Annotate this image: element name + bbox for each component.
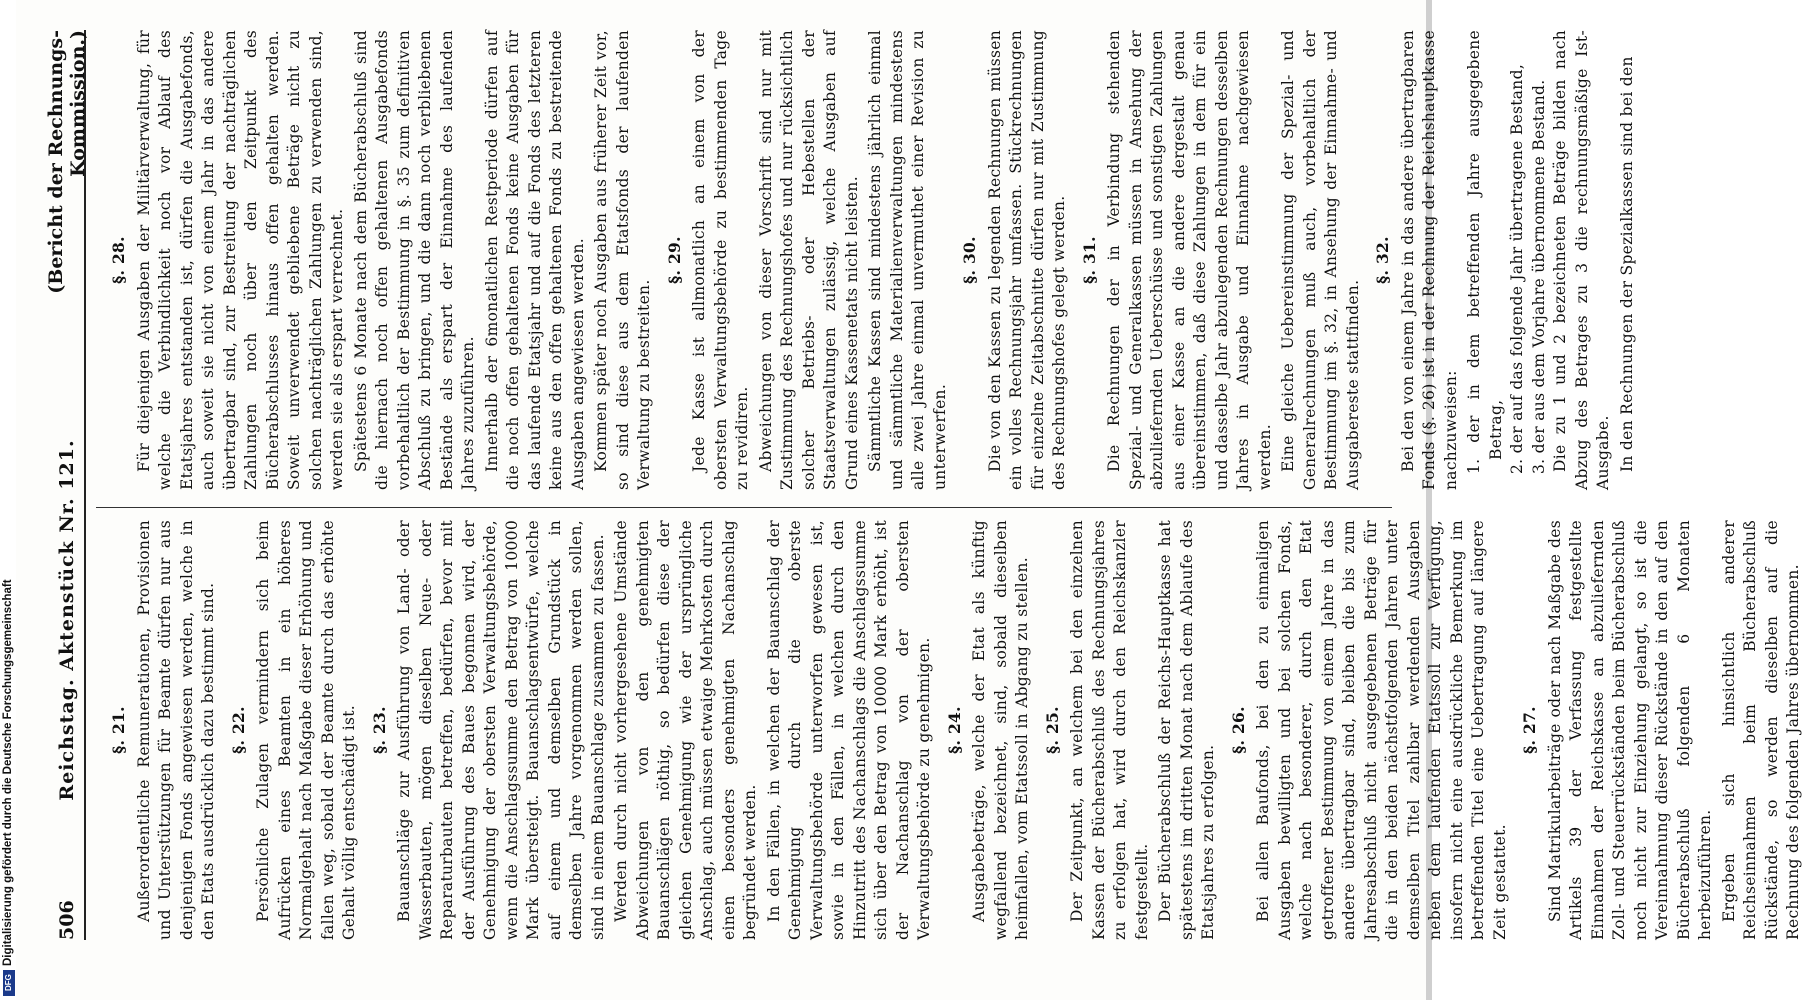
paragraph: Innerhalb der 6monatlichen Restperiode dürfen auf die noch offen gehaltenen Fonds keine Ausgaben für das laufende Etatsjahr und auf die Fonds des letzteren keine aus den offen gehaltenen Fonds zu bestreitende Ausgaben angewiesen werden. — [482, 30, 587, 490]
paragraph: Spätestens 6 Monate nach dem Bücherabschluß sind die hiernach noch offen gehaltenen Ausgabefonds vorbehaltlich der Bestimmung in §. 35 zum definitiven Abschluß zu bringen, und die dann noch verbliebenen Bestände als erspart der Einnahme des laufenden Jahres zuzuführen. — [351, 30, 477, 490]
paragraph: Die zu 1 und 2 bezeichneten Beträge bilden nach Abzug des Betrages zu 3 die rechnungsmäßige Ist-Ausgabe. — [1551, 30, 1612, 490]
paragraph: Abweichungen von dieser Vorschrift sind nur mit Zustimmung des Rechnungshofes und nur rücksichtlich solcher Betriebs- oder Hebestellen der Staatsverwaltungen zulässig, welche Ausgaben auf Grund eines Kassenetats nicht leisten. — [756, 30, 861, 490]
running-header — [45, 30, 89, 940]
paragraph: Der Zeitpunkt, an welchem bei den einzelnen Kassen der Bücherabschluß des Rechnungsjahres zu erfolgen hat, wird durch den Reichskanzler festgestellt. — [1068, 520, 1151, 940]
section-heading: §. 28. — [109, 236, 128, 284]
paragraph: Die von den Kassen zu legenden Rechnungen müssen ein volles Rechnungsjahr umfassen. Stückrechnungen für einzelne Zeitabschnitte dürfen nur mit Zustimmung des Rechnungshofes gelegt werden. — [985, 30, 1068, 490]
paragraph: Ergeben sich hinsichtlich anderer Reichseinnahmen beim Bücherabschluß Rückstände, so werden dieselben auf die Rechnung des folgenden Jahres übernommen. — [1719, 520, 1802, 940]
list-item: 2. der auf das folgende Jahr übertragene Bestand, — [1508, 63, 1526, 474]
paragraph: In den Fällen, in welchen der Bauanschlag der Genehmigung durch die oberste Verwaltungsbehörde unterworfen gewesen ist, sowie in den Fällen, in welchen durch den Hinzutritt des Nachanschlags die Anschlagssumme sich über den Betrag von 10000 Mark erhöht, ist der Nachanschlag von der obersten Verwaltungsbehörde zu genehmigen. — [764, 520, 933, 940]
left-column — [100, 520, 1802, 940]
section-heading: §. 30. — [960, 236, 979, 284]
section-heading: §. 24. — [944, 706, 964, 754]
paragraph: Kommen später noch Ausgaben aus früherer Zeit vor, so sind diese aus dem Etatsfonds der laufenden Verwaltung zu bestreiten. — [592, 30, 653, 490]
section-heading: §. 29. — [664, 236, 684, 284]
section-heading: §. 22. — [228, 706, 248, 754]
paragraph: Bauanschläge zur Ausführung von Land- oder Wasserbauten, mögen dieselben Neue- oder Reparaturbauten betreffen, bedürfen, bevor mit der Ausführung des Baues begonnen wird, der Genehmigung der obersten Verwaltungsbehörde, wenn die Anschlagssumme den Betrag von 10000 Mark übersteigt. Bauanschlagsentwürfe, welche auf einem und demselben Grundstück in demselben Jahre vorgenommen werden sollen, sind in einem Bauanschlage zusammen zu fassen. — [395, 520, 607, 940]
section-heading: §. 26. — [1228, 706, 1248, 754]
paragraph: Eine gleiche Uebereinstimmung der Spezial- und Generalrechnungen muß auch, vorbehaltlich der Bestimmung im §. 32, in Ansehung der Einnahme- und Ausgabereste stattfinden. — [1279, 30, 1362, 490]
paragraph: Werden durch nicht vorhergesehene Umstände Abweichungen von den genehmigten Bauanschlägen nöthig, so bedürfen diese der gleichen Genehmigung wie der ursprüngliche Anschlag, auch müssen etwaige Mehrkosten durch einen besonders genehmigten Nachanschlag begründet werden. — [612, 520, 759, 940]
paragraph: Der Bücherabschluß der Reichs-Hauptkasse hat spätestens im dritten Monat nach dem Ablaufe des Etatsjahres zu erfolgen. — [1156, 520, 1217, 940]
paragraph: Sind Matrikularbeiträge oder nach Maßgabe des Artikels 39 der Verfassung festgestellte Einnahmen der Reichskasse an abzuliefernden Zoll- und Steuerrückständen beim Bücherabschluß noch nicht zur Einziehung gelangt, so ist die Vereinnahmung dieser Rückstände in den auf den Bücherabschluß folgenden 6 Monaten herbeizuführen. — [1545, 520, 1714, 940]
section-heading: §. 27. — [1520, 706, 1539, 754]
right-column — [100, 30, 1636, 490]
paragraph: Die Rechnungen der in Verbindung stehenden Spezial- und Generalkassen müssen in Ansehung der abzuliefernden Ueberschüsse und sonstigen Zahlungen aus einer Kasse an die andere dergestalt genau übereinstimmen, daß diese Zahlungen in dem für ein und dasselbe Jahr abzulegenden Rechnungen desselben Jahres in Ausgabe und Einnahme nachgewiesen werden. — [1105, 30, 1274, 490]
paragraph: Bei allen Baufonds, bei den zu einmaligen Ausgaben bewilligten und bei solchen Fonds, welche nach besonderer, durch den Etat getroffener Bestimmung von einem Jahre in das andere übertragbar sind, bleiben die bis zum Jahresabschluß nicht ausgegebenen Beträge für die in den beiden nächstfolgenden Jahren unter demselben Titel zahlbar werdenden Ausgaben neben dem laufenden Etatssoll zur Verfügung, insofern nicht eine ausdrückliche Bemerkung im betreffenden Titel eine Uebertragung auf längere Zeit gestattet. — [1254, 520, 1509, 940]
paragraph: Ausgabebeträge, welche der Etat als künftig wegfallend bezeichnet, sind, sobald dieselben heimfallen, vom Etatssoll in Abgang zu stellen. — [970, 520, 1031, 940]
column-divider — [96, 507, 1392, 508]
page-number: 506 — [56, 900, 78, 940]
section-heading: §. 31. — [1079, 236, 1099, 284]
list-item: 3. der aus dem Vorjahre übernommene Bestand. — [1529, 79, 1548, 474]
paragraph: Persönliche Zulagen vermindern sich beim Aufrücken eines Beamten in ein höheres Normalgehalt nach Maßgabe dieser Erhöhung und fallen weg, sobald der Beamte durch das erhöhte Gehalt völlig entschädigt ist. — [254, 520, 358, 940]
paragraph: Sämmtliche Kassen sind mindestens jährlich einmal und sämmtliche Materialienverwaltungen mindestens alle zwei Jahre einmal unvermuthet einer Revision zu unterwerfen. — [866, 30, 949, 490]
dfg-logo: DFG — [3, 970, 15, 996]
list-item: 1. der in dem betreffenden Jahre ausgegebene Betrag, — [1465, 30, 1505, 474]
section-heading: §. 32. — [1373, 236, 1392, 284]
digitization-credit: Digitalisierung gefördert durch die Deutsche Forschungsgemeinschaft — [2, 579, 14, 966]
section-heading: §. 25. — [1042, 706, 1062, 754]
header-title: Reichstag. Aktenstück Nr. 121. — [56, 439, 78, 801]
header-subtitle: (Bericht der Rechnungs-Kommission.) — [45, 30, 89, 294]
paragraph: Für diejenigen Ausgaben der Militärverwaltung, für welche die Verbindlichkeit noch vor Ablauf des Etatsjahres entstanden ist, dürfen die Ausgabefonds, auch soweit sie nicht von einem Jahr in das andere übertragbar sind, zur Bestreitung der nachträglichen Zahlungen noch über den Zeitpunkt des Bücherabschlusses hinaus offen gehalten werden. Soweit unverwendet gebliebene Beträge nicht zu solchen nachträglichen Zahlungen zu verwenden sind, werden sie als erspart verrechnet. — [134, 30, 346, 490]
paragraph: In den Rechnungen der Spezialkassen sind bei den — [1617, 56, 1636, 472]
section-heading: §. 23. — [369, 706, 389, 754]
paragraph: Jede Kasse ist allmonatlich an einem von der obersten Verwaltungsbehörde zu bestimmenden Tage zu revidiren. — [690, 30, 751, 490]
paragraph: Bei den von einem Jahre in das andere übertragbaren Fonds (§. 26) ist in der Rechnung der Reichshauptkasse nachzuweisen: — [1398, 30, 1460, 490]
paragraph: Außerordentliche Remunerationen, Provisionen und Unterstützungen für Beamte dürfen nur aus denjenigen Fonds angewiesen werden, welche in den Etats ausdrücklich dazu bestimmt sind. — [134, 520, 217, 940]
section-heading: §. 21. — [109, 706, 128, 754]
